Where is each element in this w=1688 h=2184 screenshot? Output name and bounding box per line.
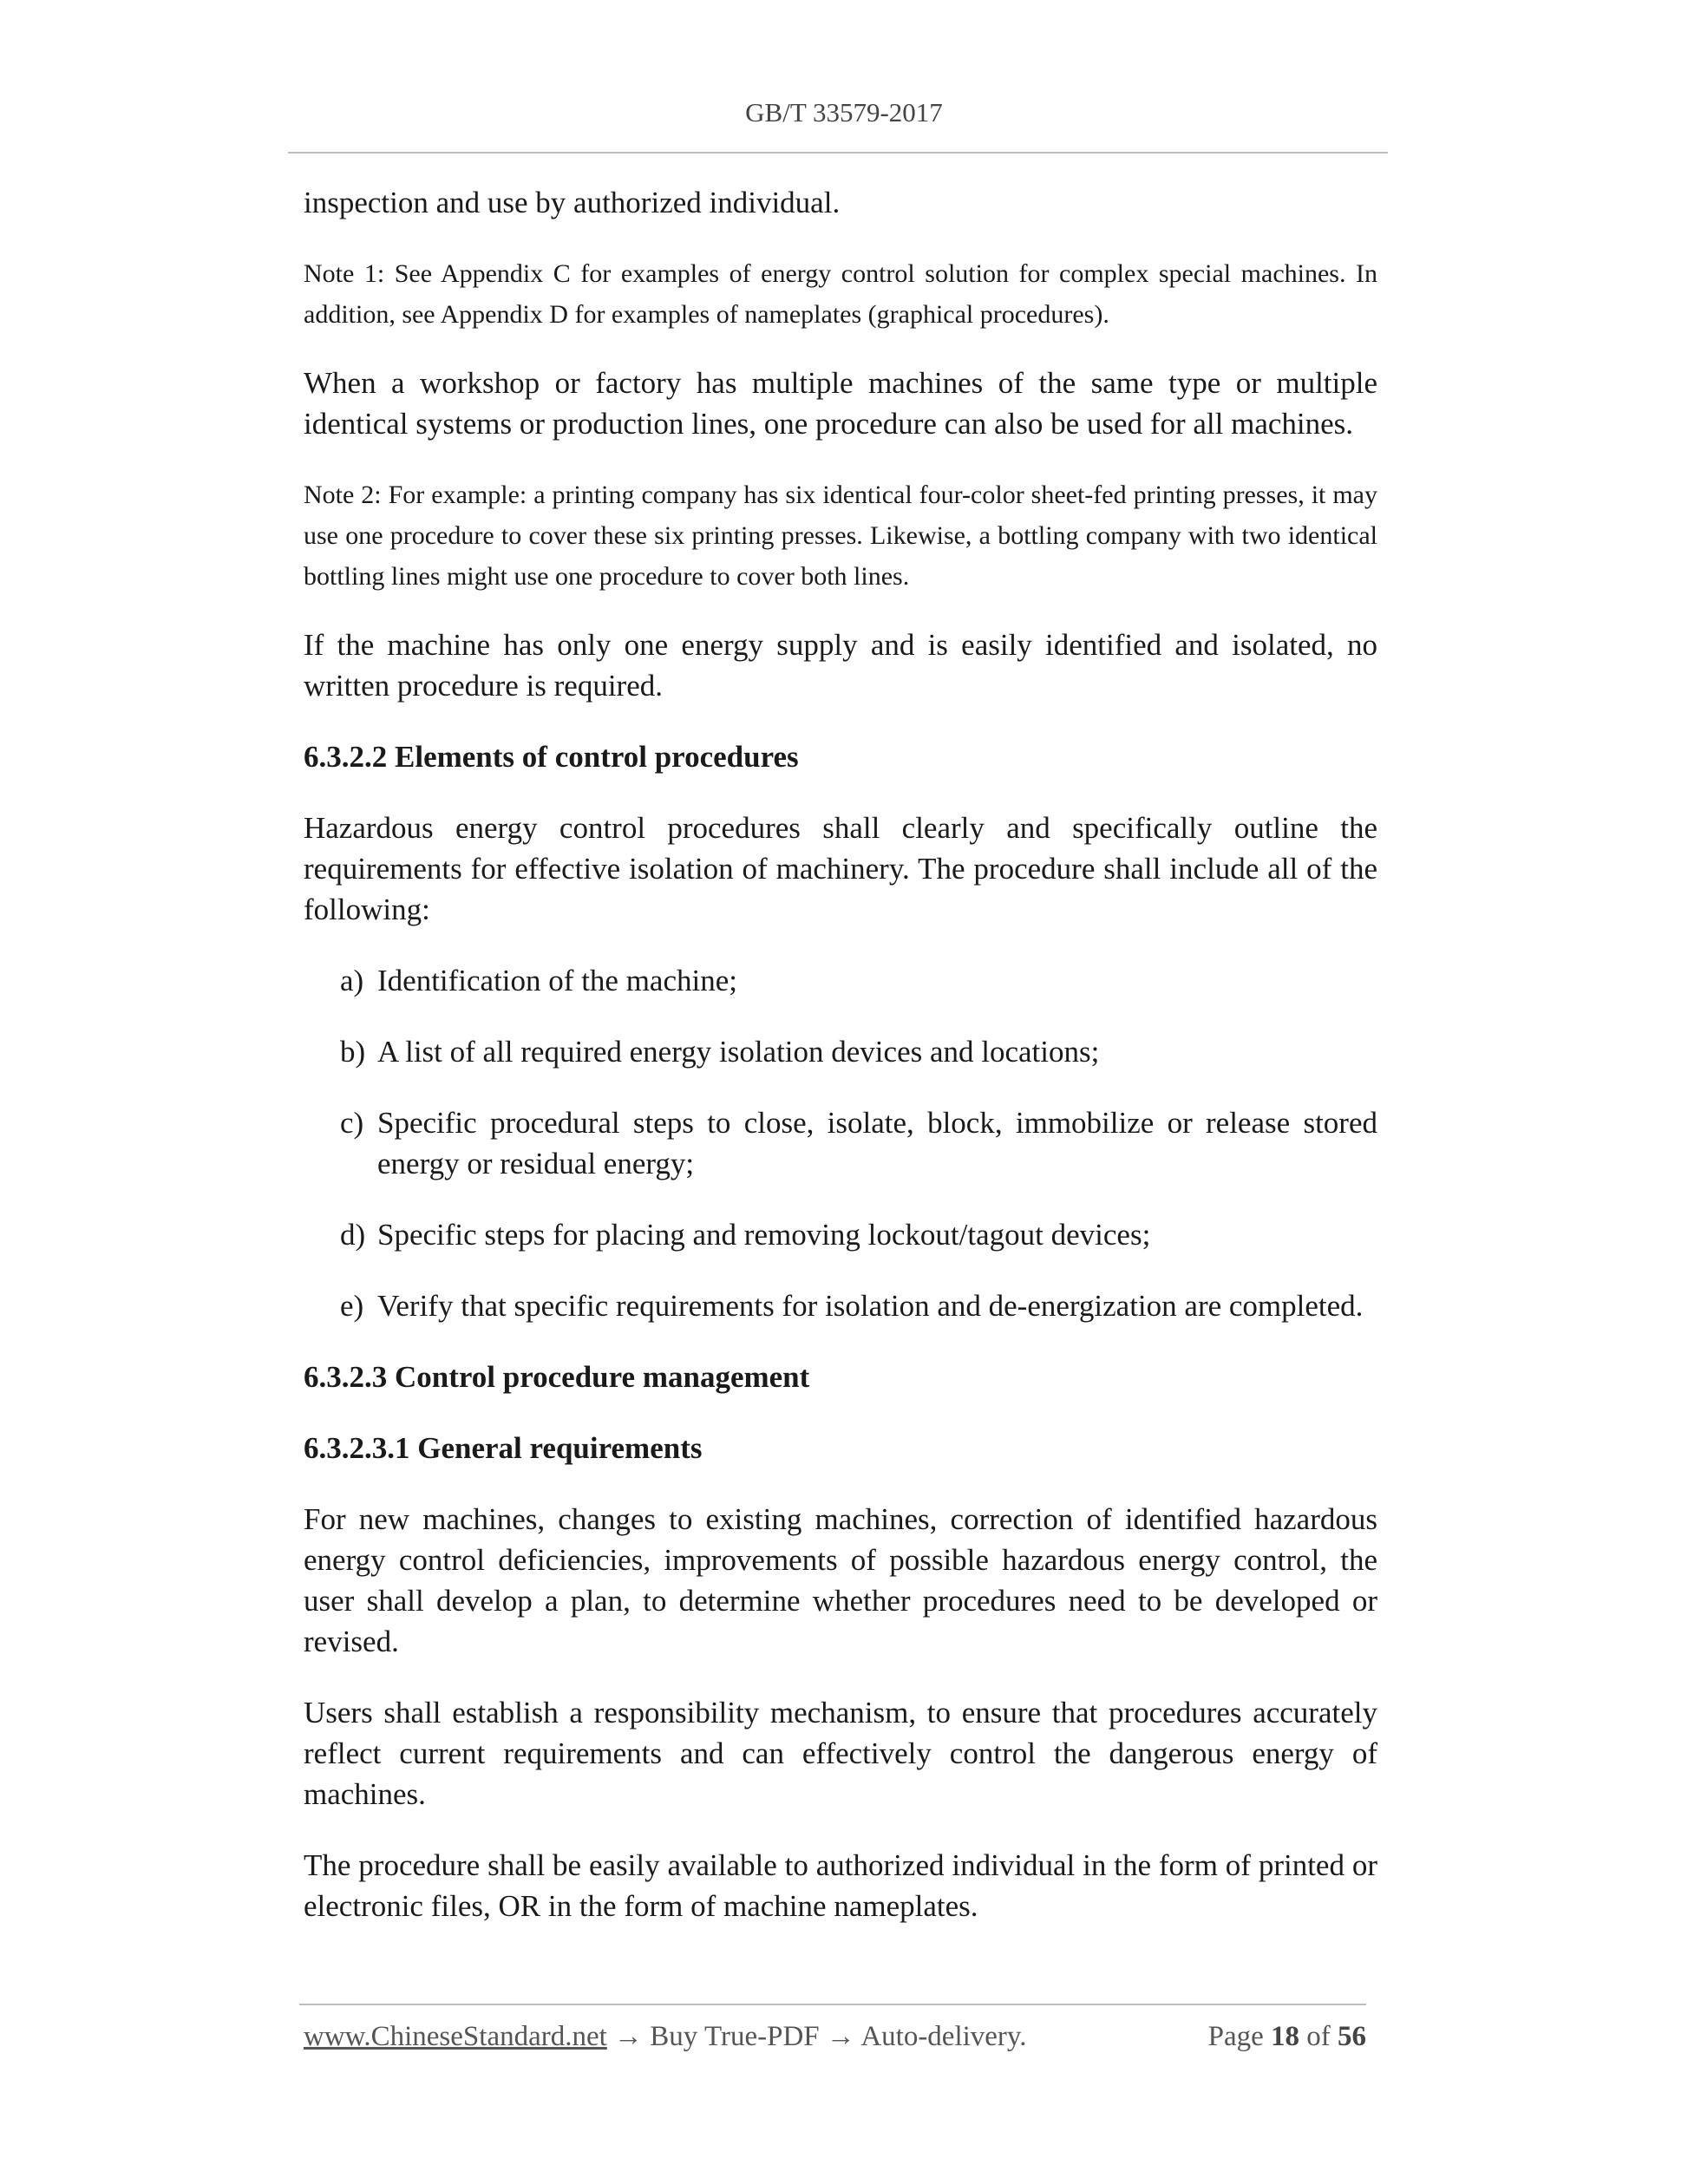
- list-item-label: e): [340, 1289, 364, 1323]
- list-item: [340, 960, 1377, 1001]
- list-item-label: c): [340, 1106, 364, 1140]
- list-item: [340, 1031, 1377, 1072]
- paragraph: If the machine has only one energy supply and is easily identified and isolated, no written procedure is required.: [304, 628, 1377, 703]
- list-item: [340, 1102, 1377, 1184]
- section-heading: 6.3.2.2 Elements of control procedures: [304, 740, 799, 774]
- paragraph: inspection and use by authorized individual.: [304, 186, 841, 219]
- buy-true-pdf-text: Buy True-PDF: [650, 2021, 820, 2052]
- note-1: Note 1: See Appendix C for examples of energy control solution for complex special machines. In addition, see Appendix D for examples of nameplates (graphical procedures).: [304, 259, 1377, 329]
- list-item-text: Verify that specific requirements for isolation and de-energization are completed.: [377, 1289, 1364, 1323]
- of-label: of: [1306, 2021, 1331, 2052]
- list-item-text: Identification of the machine;: [377, 964, 737, 997]
- arrow-right-icon: →: [826, 2021, 855, 2052]
- list-item: [340, 1214, 1377, 1255]
- page-counter: [1208, 2021, 1366, 2053]
- paragraph: For new machines, changes to existing machines, correction of identified hazardous energy control deficiencies, improvements of possible hazardous energy control, the user shall develop a plan, to determine whether procedures need to be developed or revised.: [304, 1502, 1377, 1658]
- list-item-text: Specific steps for placing and removing lockout/tagout devices;: [377, 1218, 1151, 1252]
- note-2: Note 2: For example: a printing company has six identical four-color sheet-fed printing presses, it may use one procedure to cover these six printing presses. Likewise, a bottling company with two identical bottling lines might use one procedure to cover both lines.: [304, 481, 1377, 591]
- auto-delivery-text: Auto-delivery.: [860, 2021, 1027, 2052]
- paragraph: Hazardous energy control procedures shall clearly and specifically outline the requirements for effective isolation of machinery. The procedure shall include all of the following:: [304, 811, 1377, 926]
- list-item-label: a): [340, 964, 364, 997]
- site-link[interactable]: www.ChineseStandard.net: [304, 2021, 607, 2052]
- paragraph: When a workshop or factory has multiple machines of the same type or multiple identical systems or production lines, one procedure can also be used for all machines.: [304, 366, 1377, 441]
- list-item-label: d): [340, 1218, 366, 1252]
- paragraph: Users shall establish a responsibility mechanism, to ensure that procedures accurately reflect current requirements and can effectively control the dangerous energy of machines.: [304, 1696, 1377, 1811]
- arrow-right-icon: →: [614, 2021, 644, 2052]
- paragraph: The procedure shall be easily available to authorized individual in the form of printed or electronic files, OR in the form of machine nameplates.: [304, 1848, 1377, 1923]
- list-item-text: Specific procedural steps to close, isolate, block, immobilize or release stored energy or residual energy;: [377, 1106, 1377, 1180]
- page-header: GB/T 33579-2017: [745, 97, 943, 128]
- list-item-text: A list of all required energy isolation devices and locations;: [377, 1035, 1100, 1069]
- footer-links: [304, 2021, 1027, 2053]
- page-number: 18: [1271, 2021, 1299, 2052]
- document-body: [304, 182, 1377, 1957]
- subsection-heading: 6.3.2.3.1 General requirements: [304, 1431, 703, 1465]
- list-item: [340, 1285, 1377, 1326]
- header-divider: [288, 152, 1388, 154]
- page-label: Page: [1207, 2021, 1264, 2052]
- section-heading: 6.3.2.3 Control procedure management: [304, 1360, 810, 1394]
- page-total: 56: [1338, 2021, 1366, 2052]
- list-item-label: b): [340, 1035, 366, 1069]
- footer-divider: [299, 2004, 1366, 2005]
